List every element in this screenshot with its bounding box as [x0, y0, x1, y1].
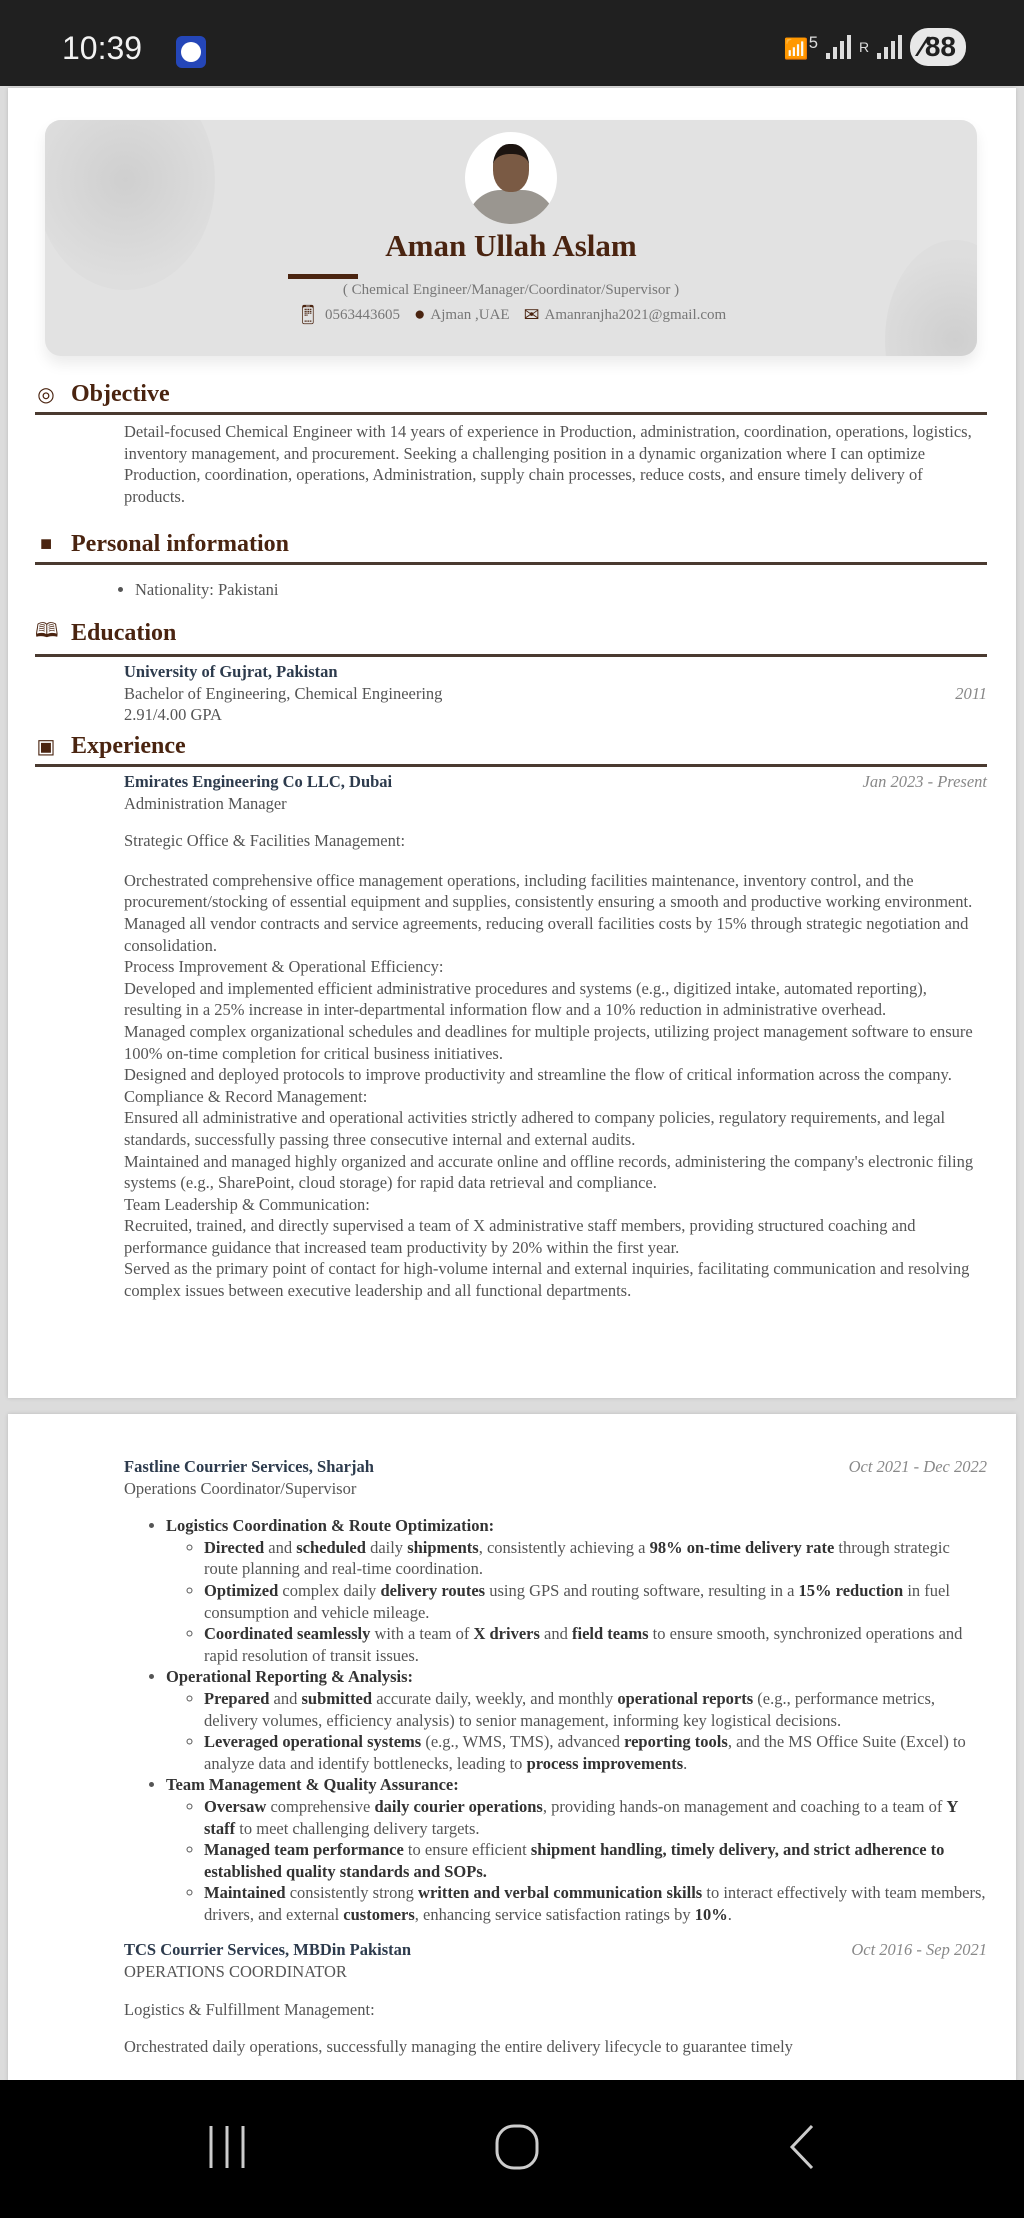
signal-icon: [826, 35, 851, 59]
bold-text: scheduled: [296, 1537, 366, 1557]
text: to ensure efficient: [403, 1840, 531, 1860]
bold-text: Y staff: [204, 1796, 958, 1838]
battery-level: 88: [924, 31, 956, 62]
section-title: Personal information: [71, 531, 289, 557]
text: (e.g., WMS, TMS), advanced: [421, 1732, 625, 1752]
wifi-icon: 📶$^5$: [783, 32, 819, 61]
job-line: Recruited, trained, and directly supervised a team of X administrative staff members, providing structured coaching and performance guidance that increased team productivity by 20% within the first year.: [124, 1216, 916, 1257]
bullet-item: [204, 1839, 987, 1882]
roaming-label: R: [859, 39, 870, 55]
bold-text: shipment handling, timely delivery, and strict adherence to established quality standards and SOPs.: [204, 1840, 945, 1881]
bold-text: reporting tools: [624, 1732, 728, 1752]
bullet-item: [204, 1688, 987, 1731]
text: complex daily: [278, 1580, 381, 1600]
leaf-icon: ∕: [920, 31, 925, 62]
text: with a team of: [370, 1624, 474, 1644]
bold-text: shipments: [407, 1537, 479, 1557]
resume-page-1: [8, 88, 1016, 1398]
text: (e.g., performance metrics, delivery volumes, efficiency analysis) to senior management, informing key logistical decisions.: [204, 1688, 936, 1730]
job-dates: Jan 2023 - Present: [862, 772, 987, 791]
bold-text: 10%: [694, 1904, 728, 1924]
book-icon: 🕮︎: [35, 620, 59, 642]
degree: Bachelor of Engineering, Chemical Engineering: [124, 683, 443, 703]
target-icon: ◎: [37, 383, 55, 406]
job-line: Designed and deployed protocols to improve productivity and streamline the flow of critical information across the company.: [124, 1065, 952, 1085]
job-intro: Strategic Office & Facilities Management:: [124, 831, 406, 851]
location-pin-icon: ●: [413, 304, 426, 325]
bold-text: delivery routes: [380, 1580, 486, 1600]
school: University of Gujrat, Pakistan: [124, 662, 338, 681]
job-dates: Oct 2021 - Dec 2022: [848, 1457, 987, 1476]
signal-icon-2: [877, 35, 902, 59]
briefcase-icon: ▣: [36, 735, 56, 758]
text: , consistently achieving a: [478, 1537, 650, 1557]
phone[interactable]: 0563443605: [324, 306, 400, 323]
home-button[interactable]: [494, 2124, 540, 2170]
bullet-item: [204, 1882, 987, 1925]
position: OPERATIONS COORDINATOR: [124, 1962, 347, 1982]
bold-text: customers: [343, 1904, 415, 1924]
job-lines: [124, 870, 987, 1302]
text: and: [264, 1537, 297, 1557]
objective-text: Detail-focused Chemical Engineer with 14 years of experience in Production, administration, coordination, operations, logistics, inventory management, and procurement. Seeking a challenging position in a dynamic organization where I can optimize Production, coordination, operations, Administration, supply chain processes, reduce costs, and ensure timely delivery of products.: [124, 422, 972, 506]
bold-text: Coordinated seamlessly: [204, 1624, 371, 1644]
job-line: Developed and implemented efficient administrative procedures and systems (e.g., digitized intake, automated reporting), resulting in a 25% increase in inter-departmental information flow and a 10% reduction in administrative overhead.: [124, 978, 927, 1020]
envelope-icon: ✉︎: [523, 304, 540, 326]
bullet-item: [204, 1796, 987, 1839]
company: TCS Courrier Services, MBDin Pakistan: [124, 1940, 412, 1960]
phone-icon: 📱︎: [295, 305, 320, 326]
job-line: Orchestrated daily operations, successfully managing the entire delivery lifecycle to guarantee timely: [124, 2037, 793, 2057]
status-bar: [0, 0, 1024, 86]
bold-text: submitted: [301, 1688, 373, 1708]
text: to interact effectively with team members, drivers, and external: [204, 1883, 986, 1924]
system-icons: [784, 28, 966, 66]
education-section: [35, 616, 987, 726]
nationality: • Nationality: Pakistani: [135, 579, 987, 601]
name-underline: [288, 274, 358, 279]
back-button[interactable]: [786, 2124, 816, 2170]
text: .: [683, 1753, 688, 1773]
bold-text: daily courier operations: [374, 1796, 543, 1816]
bold-text: 15% reduction: [798, 1580, 904, 1600]
clock: 10:39: [62, 30, 143, 66]
navigation-bar: [0, 2080, 1024, 2218]
profile-header: [45, 120, 977, 356]
company: Fastline Courrier Services, Sharjah: [124, 1457, 374, 1476]
job-bullets: [124, 1515, 987, 1925]
text: to ensure smooth, synchronized operations and rapid resolution of transit issues.: [204, 1624, 963, 1665]
section-title: Experience: [71, 733, 186, 759]
bullet-group: [166, 1515, 987, 1666]
text: daily: [365, 1537, 408, 1557]
text: accurate daily, weekly, and monthly: [372, 1688, 618, 1708]
bullet-item: [204, 1731, 987, 1774]
bullet-group: [166, 1666, 987, 1774]
job-line: Served as the primary point of contact for high-volume internal and external inquiries, facilitating communication and resolving complex issues between executive leadership and all functional departments.: [124, 1259, 970, 1301]
bold-text: process improvements: [526, 1753, 684, 1773]
resume-page-2: [8, 1414, 1016, 2094]
bold-text: Leveraged operational systems: [204, 1732, 422, 1752]
position: Administration Manager: [124, 793, 287, 813]
bold-text: Maintained: [204, 1883, 286, 1903]
bold-text: Directed: [204, 1537, 265, 1557]
bold-text: 98% on-time delivery rate: [649, 1537, 835, 1557]
bold-text: field teams: [572, 1624, 649, 1644]
email[interactable]: Amanranjha2021@gmail.com: [544, 306, 727, 323]
job-line: Orchestrated comprehensive office management operations, including facilities maintenance, inventory control, and the procurement/stocking of essential equipment and supplies, consistently ensuring a smooth and productive working environment.: [124, 870, 973, 912]
text: through strategic route planning and real-time coordination.: [204, 1537, 950, 1579]
bullet-item: [204, 1537, 987, 1580]
experience-section: [35, 732, 987, 1302]
recent-apps-button[interactable]: [205, 2124, 249, 2170]
decor-circle: [45, 120, 215, 290]
gpa: 2.91/4.00 GPA: [124, 705, 222, 725]
bold-text: written and verbal communication skills: [418, 1883, 703, 1903]
section-title: Objective: [71, 381, 170, 407]
position: Operations Coordinator/Supervisor: [124, 1478, 357, 1498]
bullet-heading: Team Management & Quality Assurance:: [166, 1775, 459, 1795]
text: and: [539, 1624, 572, 1644]
contact-card-icon: ■: [39, 532, 53, 555]
role-subtitle: ( Chemical Engineer/Manager/Coordinator/Supervisor ): [342, 282, 680, 298]
job-line: Process Improvement & Operational Efficiency:: [124, 957, 444, 977]
app-notification-icon: [176, 36, 206, 68]
graduation-year: 2011: [955, 683, 987, 703]
job-line: Maintained and managed highly organized and accurate online and offline records, administering the company's electronic filing systems (e.g., SharePoint, cloud storage) for rapid data retrieval and compliance.: [124, 1151, 974, 1193]
bullet-item: [204, 1623, 987, 1666]
bold-text: Prepared: [204, 1688, 270, 1708]
experience-continued: [35, 1456, 987, 2058]
bold-text: Oversaw: [204, 1796, 267, 1816]
text: , providing hands-on management and coaching to a team of: [542, 1796, 947, 1816]
job-entry: [35, 1456, 987, 1925]
bold-text: operational reports: [617, 1688, 754, 1708]
text: .: [727, 1904, 732, 1924]
profile-photo: [465, 132, 557, 224]
job-dates: Oct 2016 - Sep 2021: [851, 1940, 987, 1960]
text: and: [269, 1688, 302, 1708]
full-name: Aman Ullah Aslam: [385, 228, 637, 263]
bullet-heading: Operational Reporting & Analysis:: [166, 1667, 414, 1687]
text: using GPS and routing software, resulting in a: [485, 1580, 799, 1600]
text: , and the MS Office Suite (Excel) to analyze data and identify bottlenecks, leading to: [204, 1732, 966, 1773]
section-title: Education: [71, 620, 177, 646]
bullet-group: [166, 1774, 987, 1925]
company: Emirates Engineering Co LLC, Dubai: [124, 772, 393, 791]
text: in fuel consumption and vehicle mileage.: [204, 1580, 950, 1622]
contact-info: [45, 303, 977, 327]
job-entry: [35, 771, 987, 1302]
wifi-label: 5: [808, 32, 819, 52]
bold-text: Managed team performance: [204, 1840, 404, 1860]
bold-text: Optimized: [204, 1580, 279, 1600]
text: , enhancing service satisfaction ratings by: [414, 1904, 695, 1924]
job-line: Ensured all administrative and operational activities strictly adhered to company policies, regulatory requirements, and legal standards, successfully passing three consecutive internal and external audits.: [124, 1108, 946, 1149]
battery-indicator: [910, 28, 966, 66]
objective-section: [35, 380, 987, 507]
text: to meet challenging delivery targets.: [235, 1818, 480, 1838]
job-intro: Logistics & Fulfillment Management:: [124, 1999, 375, 2019]
bold-text: X drivers: [473, 1624, 540, 1644]
personal-section: [35, 530, 987, 601]
job-line: Compliance & Record Management:: [124, 1086, 368, 1106]
text: comprehensive: [266, 1796, 375, 1816]
text: consistently strong: [285, 1883, 419, 1903]
job-line: Managed complex organizational schedules and deadlines for multiple projects, utilizing project management software to ensure 100% on-time completion for critical business initiatives.: [124, 1021, 973, 1063]
job-line: Managed all vendor contracts and service agreements, reducing overall facilities costs by 15% through strategic negotiation and consolidation.: [124, 913, 969, 955]
job-line: Team Leadership & Communication:: [124, 1194, 370, 1214]
bullet-item: [204, 1580, 987, 1623]
bullet-heading: Logistics Coordination & Route Optimization:: [166, 1516, 495, 1536]
location: Ajman ,UAE: [430, 306, 510, 323]
job-entry: [35, 1939, 987, 2057]
